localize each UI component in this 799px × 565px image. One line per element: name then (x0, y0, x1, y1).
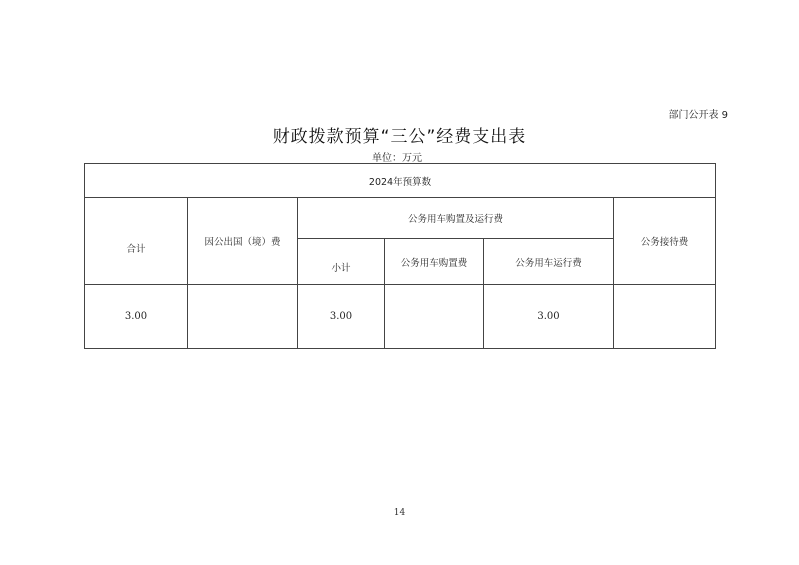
form-number: 部门公开表 9 (668, 110, 728, 121)
budget-table (84, 163, 716, 349)
value-vehicle-operation: 3.00 (484, 285, 614, 349)
header-vehicle-purchase: 公务用车购置费 (385, 239, 484, 285)
page-title: 财政拨款预算“三公”经费支出表 (272, 127, 527, 147)
header-reception: 公务接待费 (614, 198, 716, 285)
table-row (85, 198, 716, 239)
value-abroad (188, 285, 298, 349)
table-row (85, 164, 716, 198)
table-row (85, 285, 716, 349)
value-reception (614, 285, 716, 349)
value-total: 3.00 (85, 285, 188, 349)
header-total: 合计 (85, 198, 188, 285)
year-header: 2024年预算数 (85, 164, 716, 198)
header-vehicle-group: 公务用车购置及运行费 (298, 198, 614, 239)
header-subtotal: 小计 (298, 239, 385, 285)
page-number: 14 (393, 508, 406, 518)
value-subtotal: 3.00 (298, 285, 385, 349)
unit-label: 单位：万元 (372, 153, 422, 164)
header-abroad: 因公出国（境）费 (188, 198, 298, 285)
header-vehicle-operation: 公务用车运行费 (484, 239, 614, 285)
value-vehicle-purchase (385, 285, 484, 349)
